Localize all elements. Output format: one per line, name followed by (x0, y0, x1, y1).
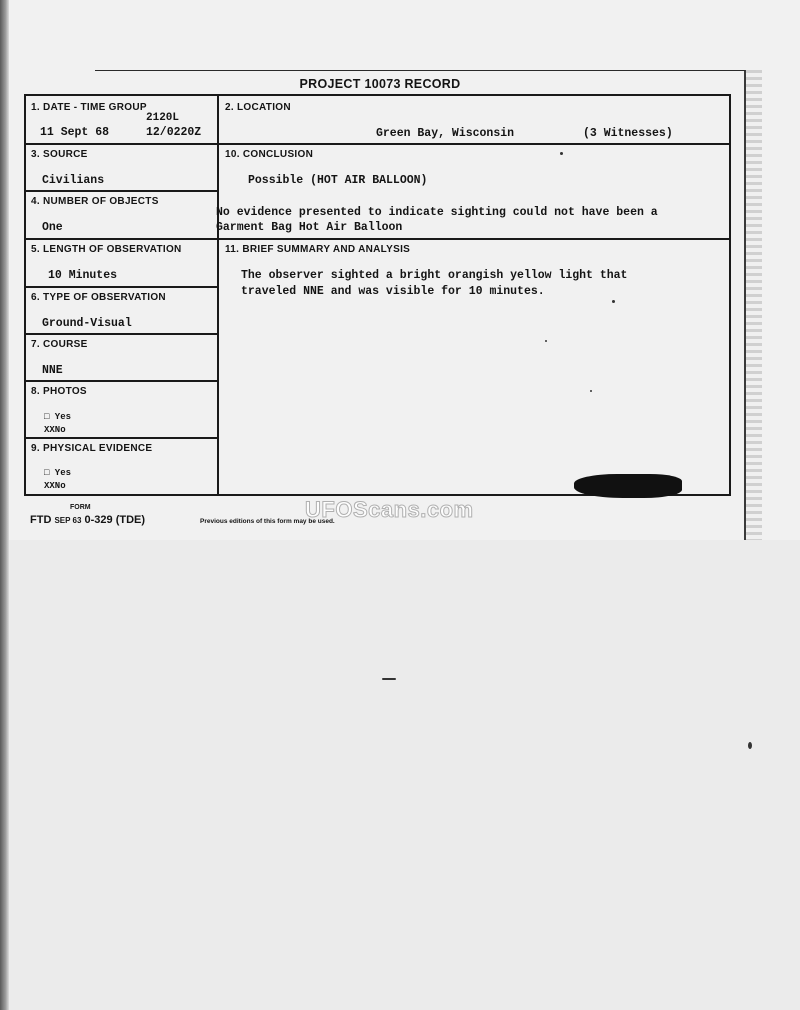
time-zulu: 12/0220Z (146, 126, 202, 139)
form-word: FORM (70, 504, 91, 511)
conclusion-label: 10. CONCLUSION (225, 149, 314, 160)
form-prefix: FTD (30, 514, 52, 526)
conclusion-detail-1: No evidence presented to indicate sighting could not have been a (216, 206, 658, 219)
scan-speck (382, 678, 396, 680)
column-divider (217, 96, 219, 494)
course-value: NNE (42, 364, 63, 377)
form-number: 0-329 (TDE) (84, 514, 146, 526)
summary-line-2: traveled NNE and was visible for 10 minutes. (241, 285, 545, 298)
scan-edge (744, 70, 762, 540)
location-value: Green Bay, Wisconsin (376, 127, 515, 140)
summary-line-1: The observer sighted a bright orangish yellow light that (241, 269, 628, 282)
objects-label: 4. NUMBER OF OBJECTS (31, 196, 159, 207)
date-value: 11 Sept 68 (40, 126, 110, 139)
scan-speck (590, 390, 592, 392)
length-value: 10 Minutes (48, 269, 118, 282)
scan-speck (612, 300, 615, 303)
time-local: 2120L (146, 112, 180, 124)
date-label: 1. DATE - TIME GROUP (31, 102, 147, 113)
photos-label: 8. PHOTOS (31, 386, 87, 397)
witness-count: (3 Witnesses) (583, 127, 673, 140)
location-label: 2. LOCATION (225, 102, 291, 113)
type-label: 6. TYPE OF OBSERVATION (31, 292, 166, 303)
form-note: Previous editions of this form may be used. (200, 518, 335, 525)
form-id (30, 504, 146, 526)
source-label: 3. SOURCE (31, 149, 88, 160)
record-title: PROJECT 10073 RECORD (299, 77, 461, 91)
source-value: Civilians (42, 174, 105, 187)
form-date: SEP 63 (54, 516, 82, 525)
course-label: 7. COURSE (31, 339, 88, 350)
watermark: UFOScans.com (305, 497, 474, 522)
conclusion-detail-2: Garment Bag Hot Air Balloon (216, 221, 403, 234)
scan-speck (560, 152, 563, 155)
length-label: 5. LENGTH OF OBSERVATION (31, 244, 182, 255)
physical-label: 9. PHYSICAL EVIDENCE (31, 443, 153, 454)
objects-value: One (42, 221, 63, 234)
physical-no: XXNo (44, 481, 66, 491)
summary-label: 11. BRIEF SUMMARY AND ANALYSIS (225, 244, 411, 255)
photos-no: XXNo (44, 425, 66, 435)
type-value: Ground-Visual (42, 317, 132, 330)
scan-speck (545, 340, 547, 342)
top-rule (95, 70, 745, 71)
scan-speck (748, 742, 752, 749)
record-form (24, 94, 731, 496)
physical-yes: □ Yes (44, 468, 72, 478)
conclusion-value: Possible (HOT AIR BALLOON) (248, 174, 428, 187)
page-edge (0, 0, 9, 1010)
redaction-mark (574, 474, 682, 498)
photos-yes: □ Yes (44, 412, 72, 422)
